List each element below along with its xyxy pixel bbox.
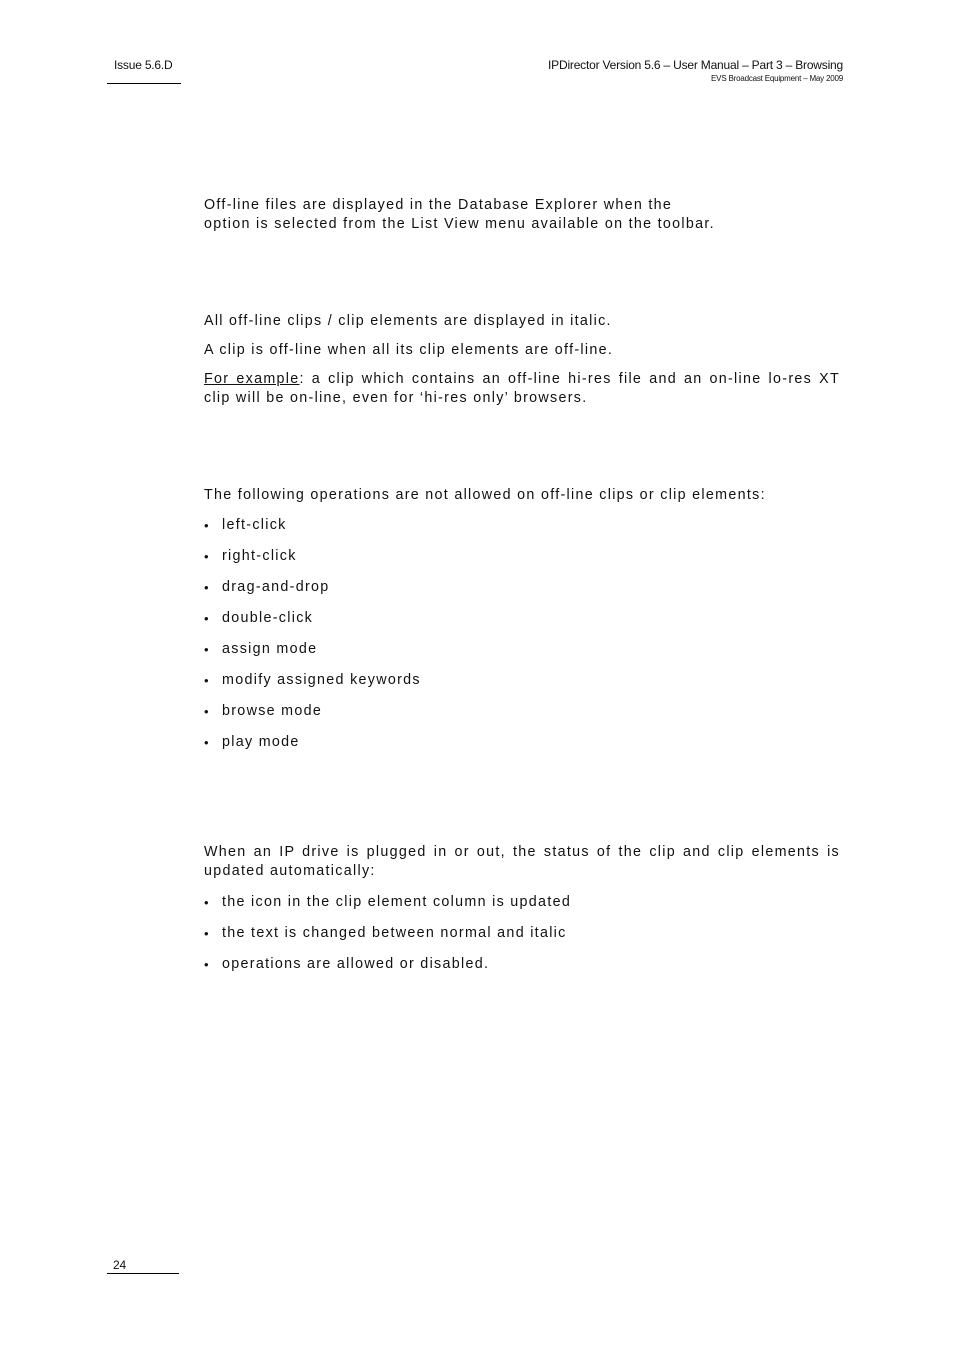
- paragraph-ip-drive: When an IP drive is plugged in or out, the status of the clip and clip elements is updated automatically:: [204, 844, 840, 879]
- footer-rule: [107, 1273, 179, 1274]
- updates-list: [204, 893, 840, 986]
- paragraph-clip-offline: A clip is off-line when all its clip elements are off-line.: [204, 342, 614, 358]
- list-item: [204, 640, 840, 671]
- example-text: : a clip which contains an off-line hi-res file and an on-line lo-res XT clip will be on-line, even for ‘hi-res only’ browsers.: [204, 371, 840, 406]
- list-item: [204, 578, 840, 609]
- paragraph-operations-intro: The following operations are not allowed on off-line clips or clip elements:: [204, 487, 766, 503]
- bullet-icon: •: [204, 957, 209, 972]
- list-item-text: play mode: [222, 734, 300, 750]
- list-item: [204, 671, 840, 702]
- list-item-text: the text is changed between normal and italic: [222, 925, 567, 941]
- bullet-icon: •: [204, 611, 209, 626]
- list-item: [204, 547, 840, 578]
- bullet-icon: •: [204, 704, 209, 719]
- list-item-text: double-click: [222, 610, 314, 626]
- paragraph-example: [204, 370, 840, 408]
- list-item: [204, 924, 840, 955]
- bullet-icon: •: [204, 735, 209, 750]
- list-item-text: assign mode: [222, 641, 318, 657]
- bullet-icon: •: [204, 580, 209, 595]
- example-label: For example: [204, 371, 300, 387]
- bullet-icon: •: [204, 926, 209, 941]
- list-item: [204, 609, 840, 640]
- list-item-text: browse mode: [222, 703, 323, 719]
- operations-list-container: [204, 516, 840, 764]
- bullet-icon: •: [204, 895, 209, 910]
- list-item-text: drag-and-drop: [222, 579, 330, 595]
- list-item-text: left-click: [222, 517, 287, 533]
- list-item: [204, 702, 840, 733]
- paragraph-line: option is selected from the List View menu available on the toolbar.: [204, 216, 715, 232]
- header-issue: Issue 5.6.D: [114, 58, 173, 72]
- paragraph-offline-files: [204, 196, 840, 234]
- list-item-text: right-click: [222, 548, 297, 564]
- bullet-icon: •: [204, 673, 209, 688]
- header-title: IPDirector Version 5.6 – User Manual – Part 3 – Browsing: [548, 58, 843, 72]
- paragraph-line: Off-line files are displayed in the Database Explorer when the: [204, 197, 673, 213]
- list-item: [204, 955, 840, 986]
- list-item: [204, 893, 840, 924]
- paragraph-italic: All off-line clips / clip elements are displayed in italic.: [204, 313, 612, 329]
- list-item-text: operations are allowed or disabled.: [222, 956, 490, 972]
- bullet-icon: •: [204, 518, 209, 533]
- bullet-icon: •: [204, 549, 209, 564]
- list-item: [204, 733, 840, 764]
- page-number: 24: [113, 1258, 126, 1272]
- header-left-rule: [107, 83, 181, 84]
- header-subtitle: EVS Broadcast Equipment – May 2009: [711, 74, 843, 83]
- list-item: [204, 516, 840, 547]
- list-item-text: the icon in the clip element column is updated: [222, 894, 572, 910]
- bullet-icon: •: [204, 642, 209, 657]
- list-item-text: modify assigned keywords: [222, 672, 421, 688]
- updates-list-container: [204, 893, 840, 986]
- operations-list: [204, 516, 840, 764]
